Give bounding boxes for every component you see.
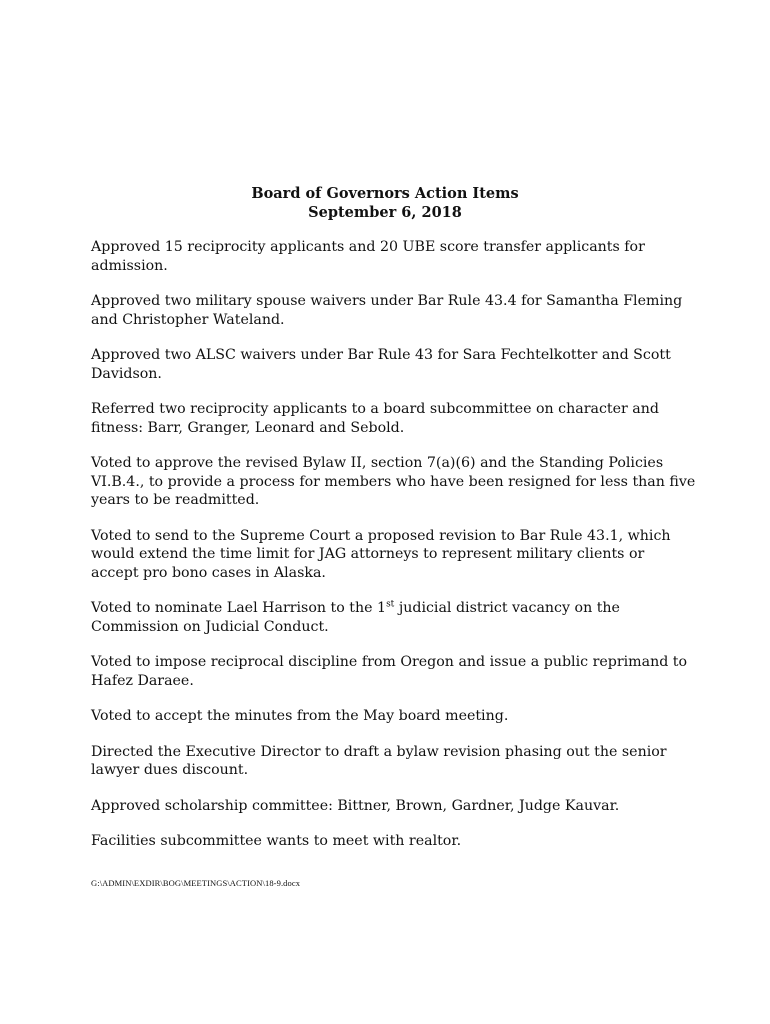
action-item: Approved two military spouse waivers under Bar Rule 43.4 for Samantha Fleming and Christopher Wateland. (91, 293, 683, 328)
file-path-footer: G:\ADMIN\EXDIR\BOG\MEETINGS\ACTION\18-9.docx (91, 878, 301, 888)
action-item-text-before: Voted to nominate Lael Harrison to the 1 (91, 600, 387, 616)
action-item (91, 599, 696, 636)
action-item: Facilities subcommittee wants to meet with realtor. (91, 833, 462, 849)
action-item: Approved 15 reciprocity applicants and 20 UBE score transfer applicants for admission. (91, 239, 645, 274)
action-item: Voted to approve the revised Bylaw II, section 7(a)(6) and the Standing Policies VI.B.4., to provide a process for members who have been resigned for less than five years to be readmitted. (91, 455, 696, 508)
action-item: Voted to impose reciprocal discipline from Oregon and issue a public reprimand to Hafez Daraee. (91, 654, 688, 689)
action-item: Voted to send to the Supreme Court a proposed revision to Bar Rule 43.1, which would extend the time limit for JAG attorneys to represent military clients or accept pro bono cases in Alaska. (91, 527, 671, 581)
action-items-list (91, 238, 696, 868)
action-item: Approved two ALSC waivers under Bar Rule 43 for Sara Fechtelkotter and Scott Davidson. (91, 347, 671, 382)
action-item: Directed the Executive Director to draft a bylaw revision phasing out the senior lawyer dues discount. (91, 743, 667, 778)
action-item: Referred two reciprocity applicants to a board subcommittee on character and fitness: Barr, Granger, Leonard and Sebold. (91, 401, 659, 436)
document-heading (0, 184, 770, 222)
ordinal-superscript: st (386, 599, 395, 610)
action-item: Approved scholarship committee: Bittner, Brown, Gardner, Judge Kauvar. (91, 797, 620, 814)
action-item: Voted to accept the minutes from the May board meeting. (91, 708, 509, 724)
document-date: September 6, 2018 (308, 204, 462, 221)
action-item-text-after: judicial district vacancy on the Commission on Judicial Conduct. (91, 600, 620, 635)
document-title: Board of Governors Action Items (251, 185, 519, 202)
